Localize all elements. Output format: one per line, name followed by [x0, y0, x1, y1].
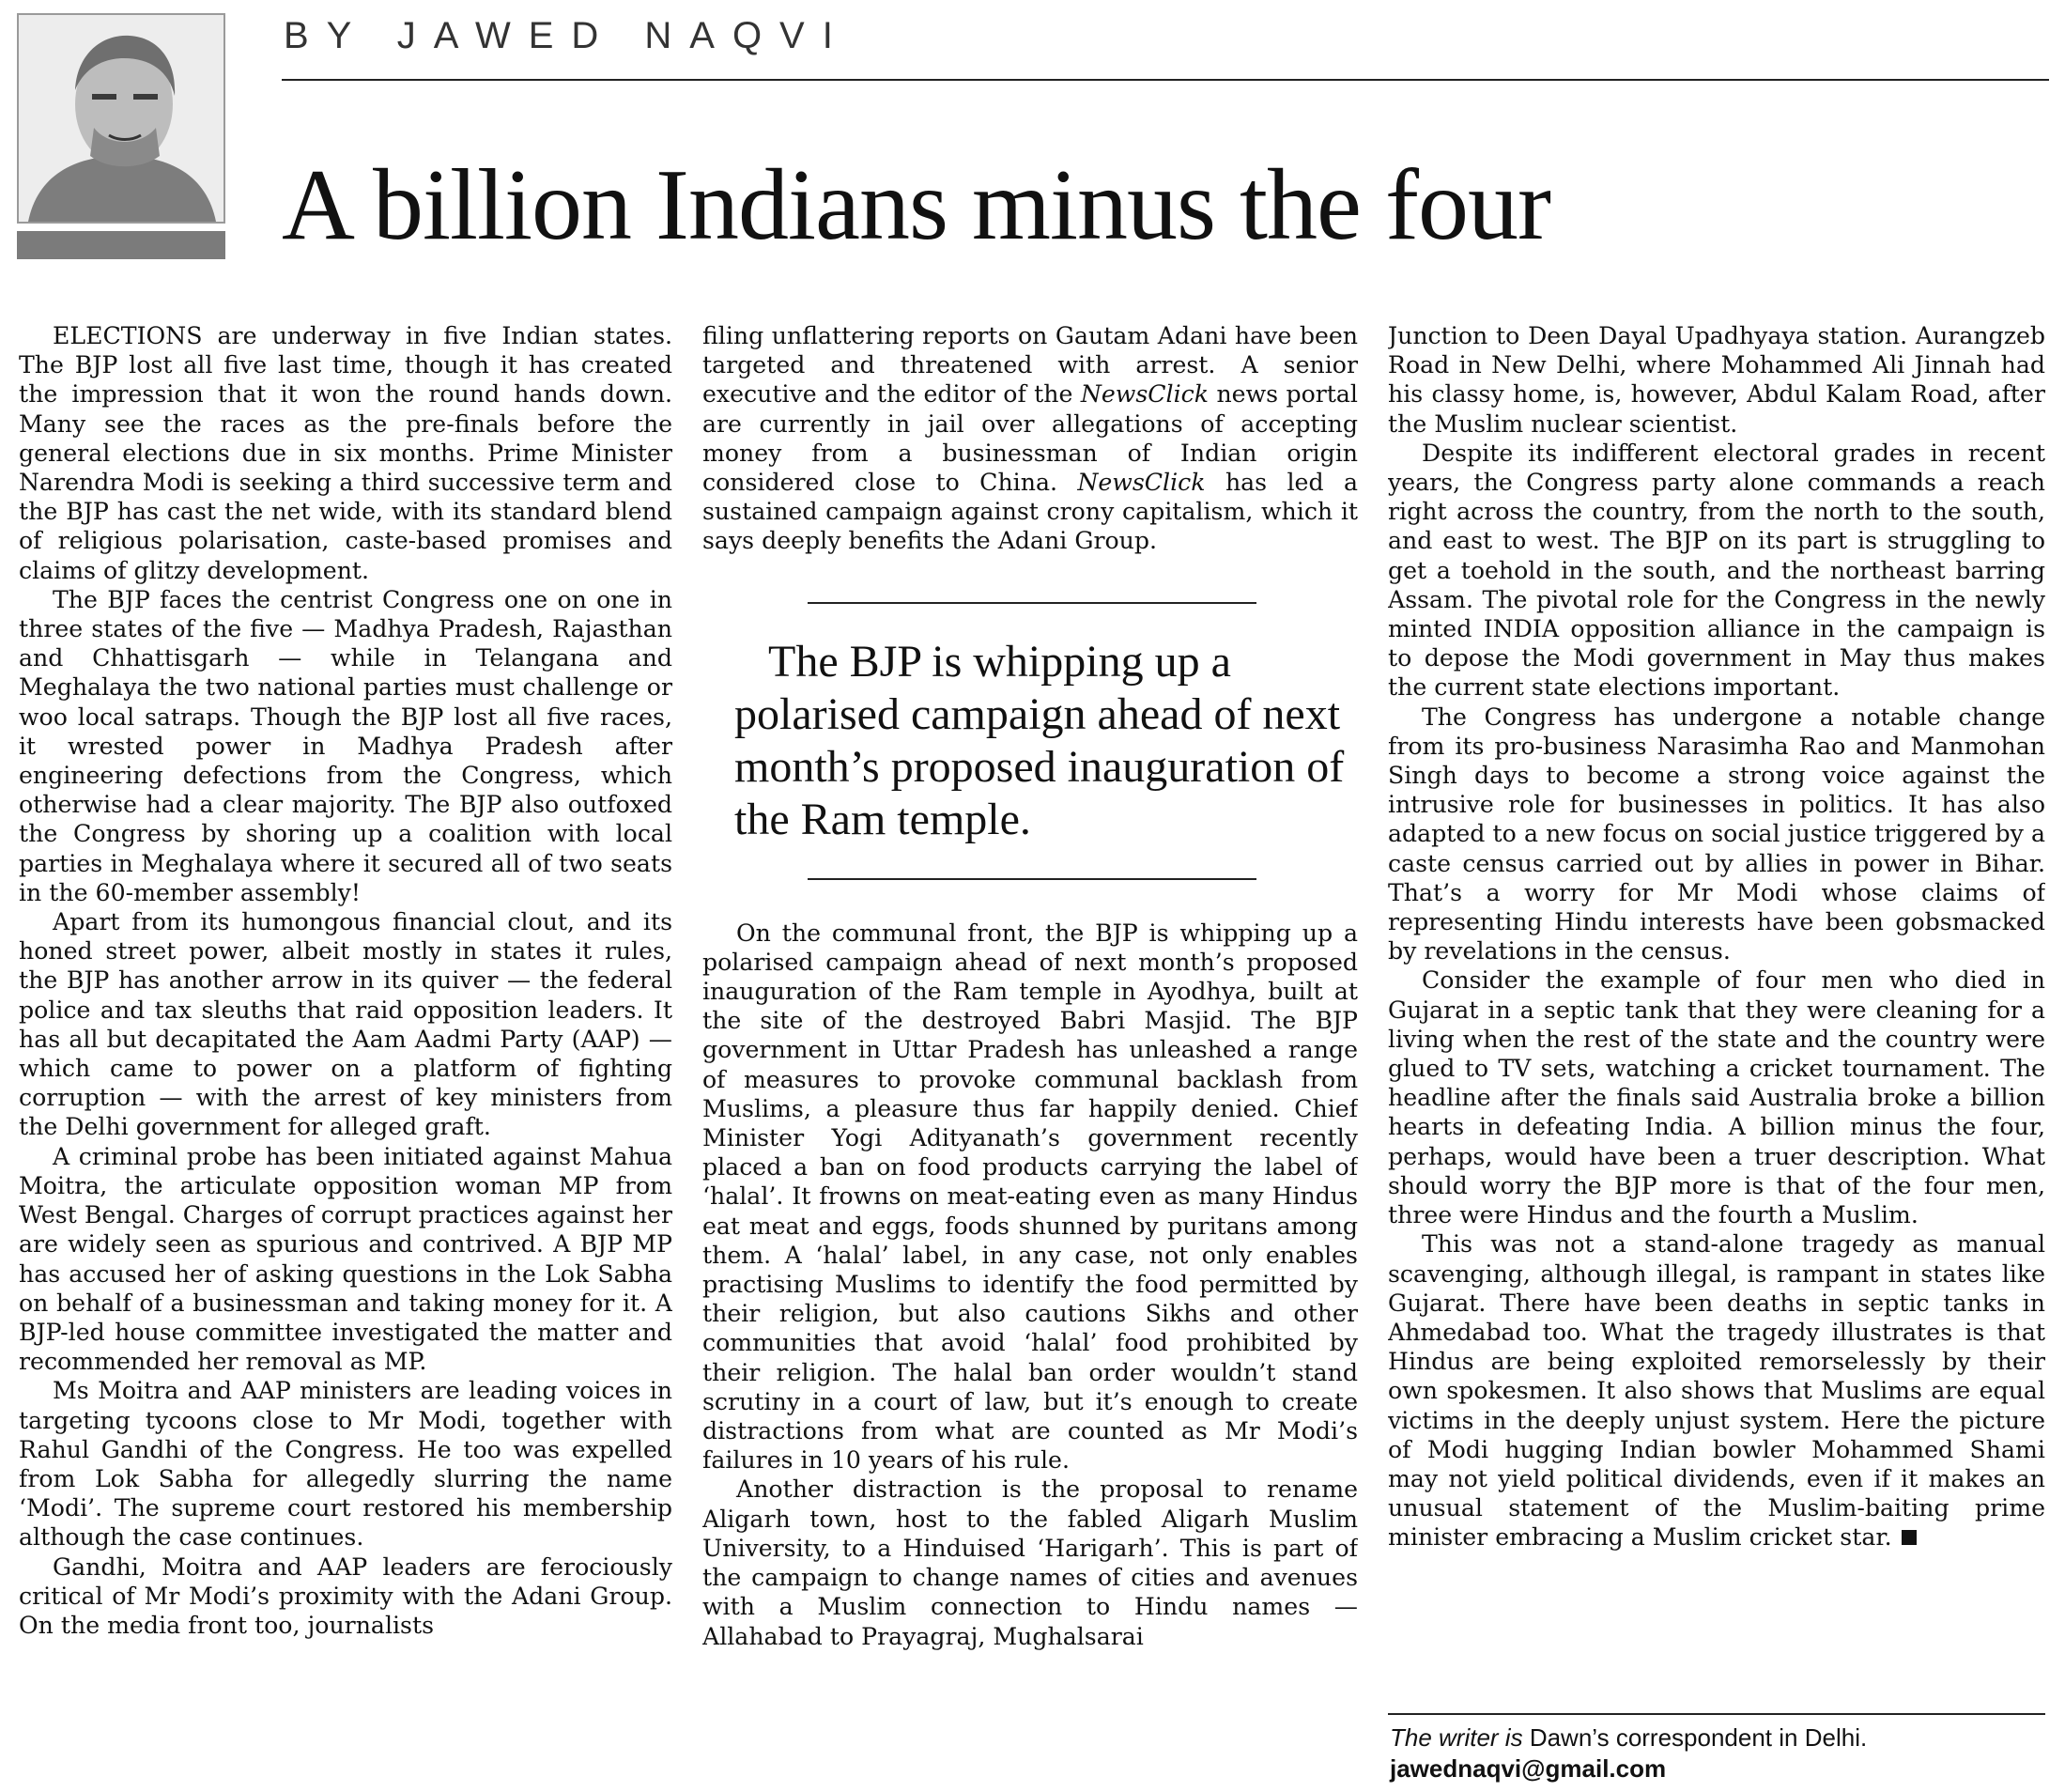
author-photo-illustration: [19, 15, 223, 222]
paragraph: ELECTIONS are underway in five Indian states. The BJP lost all five last time, though it has created the impression that it won the round hands down. Many see the races as the pre-finals before the general elections due in six months. Prime Minister Narendra Modi is seeking a third successive term and the BJP has cast the net wide, with its standard blend of religious polarisation, caste-based promises and claims of glitzy development.: [19, 322, 672, 584]
paragraph: Despite its indifferent electoral grades in recent years, the Congress party alone commands a reach right across the country, from the north to the south, and east to west. The BJP on its part is struggling to get a toehold in the south, and the northeast barring Assam. The pivotal role for the Congress in the newly minted INDIA opposition alliance in the campaign is to depose the Modi government in May thus makes the current state elections important.: [1388, 439, 2045, 702]
pullquote: The BJP is whipping up a polarised campaign ahead of next month’s proposed inauguration of the Ram temple.: [734, 636, 1345, 844]
pullquote-top-rule: [808, 602, 1256, 604]
paragraph-final: [1388, 1229, 2045, 1552]
publication-name: NewsClick: [1080, 380, 1210, 409]
writer-org: Dawn’s correspondent in Delhi.: [1529, 1723, 1868, 1752]
writer-line: [1390, 1722, 1867, 1753]
paragraph: Apart from its humongous financial clout, and its honed street power, albeit mostly in states it rules, the BJP has another arrow in its quiver — the federal police and tax sleuths that raid opposition leaders. It has all but decapitated the Aam Aadmi Party (AAP) — which came to power on a platform of fighting corruption — with the arrest of key ministers from the Delhi government for alleged graft.: [19, 908, 672, 1141]
byline-divider: [282, 79, 2049, 81]
end-mark-icon: [1902, 1530, 1917, 1545]
article-column-3: [1388, 321, 2045, 1777]
paragraph-continued: Junction to Deen Dayal Upadhyaya station. Aurangzeb Road in New Delhi, where Mohammed Ali Jinnah had his classy home, is, however, Abdul Kalam Road, after the Muslim nuclear scientist.: [1388, 322, 2045, 438]
author-email[interactable]: jawednaqvi@gmail.com: [1390, 1754, 1667, 1783]
paragraph-continued: [702, 321, 1358, 556]
paragraph: The BJP faces the centrist Congress one on one in three states of the five — Madhya Pradesh, Rajasthan and Chhattisgarh — while in Telangana and Meghalaya the two national parties must challenge or woo local satraps. Though the BJP lost all five races, it wrested power in Madhya Pradesh after engineering defections from the Congress, which otherwise had a clear majority. The BJP also outfoxed the Congress by shoring up a coalition with local parties in Meghalaya where it secured all of two seats in the 60-member assembly!: [19, 585, 672, 906]
text-run: has led a sustained campaign against crony capitalism, which it says deeply benefits the Adani Group.: [702, 469, 1358, 555]
pullquote-box: [702, 602, 1358, 880]
author-portrait: [17, 13, 225, 224]
byline: BY JAWED NAQVI: [284, 15, 851, 56]
paragraph: Another distraction is the proposal to rename Aligarh town, host to the fabled Aligarh Muslim University, to a Hinduised ‘Harigarh’. This is part of the campaign to change names of cities and avenues with a Muslim connection to Hindu names — Allahabad to Prayagraj, Mughalsarai: [702, 1475, 1358, 1650]
footer-divider: [1388, 1713, 2045, 1715]
paragraph: On the communal front, the BJP is whipping up a polarised campaign ahead of next month’s proposed inauguration of the Ram temple in Ayodhya, built at the site of the destroyed Babri Masjid. The BJP government in Uttar Pradesh has unleashed a range of measures to provoke communal backlash from Muslims, a pleasure thus far happily denied. Chief Minister Yogi Adityanath’s government recently placed a ban on food products carrying the label of ‘halal’. It frowns on meat-eating even as many Hindus eat meat and eggs, foods shunned by puritans among them. A ‘halal’ label, in any case, not only enables practising Muslims to identify the food permitted by their religion, but also cautions Sikhs and other communities that avoid ‘halal’ food prohibited by their religion. The halal ban order wouldn’t stand scrutiny in a court of law, but it’s enough to create distractions from what are counted as Mr Modi’s failures in 10 years of his rule.: [702, 919, 1358, 1475]
text-run: This was not a stand-alone tragedy as manual scavenging, although illegal, is rampant in states like Gujarat. There have been deaths in septic tanks in Ahmedabad too. What the tragedy illustrates is that Hindus are being exploited remorselessly by their own spokesmen. It also shows that Muslims are equal victims in the deeply unjust system. Here the picture of Modi hugging Indian bowler Mohammed Shami may not yield political dividends, even if it makes an unusual statement of the Muslim-baiting prime minister embracing a Muslim cricket star.: [1388, 1230, 2045, 1552]
pullquote-bottom-rule: [808, 878, 1256, 880]
author-note: [1390, 1722, 1867, 1784]
paragraph: Ms Moitra and AAP ministers are leading voices in targeting tycoons close to Mr Modi, together with Rahul Gandhi of the Congress. He too was expelled from Lok Sabha for allegedly slurring the name ‘Modi’. The supreme court restored his membership although the case continues.: [19, 1377, 672, 1552]
article-column-1: [19, 321, 672, 1777]
paragraph: Gandhi, Moitra and AAP leaders are ferociously critical of Mr Modi’s proximity with the Adani Group. On the media front too, journalists: [19, 1553, 672, 1639]
writer-prefix: The writer is: [1390, 1723, 1523, 1752]
portrait-accent-bar: [17, 231, 225, 259]
publication-name: NewsClick: [1077, 469, 1206, 497]
article-column-2: [702, 321, 1358, 1777]
text-run: filing unflattering reports on Gautam Adani have been targeted and threatened with arrest. A senior executive and the editor of the: [702, 322, 1358, 409]
paragraph: A criminal probe has been initiated against Mahua Moitra, the articulate opposition woman MP from West Bengal. Charges of corrupt practices against her are widely seen as spurious and contrived. A BJP MP has accused her of asking questions in the Lok Sabha on behalf of a businessman and taking money for it. A BJP-led house committee investigated the matter and recommended her removal as MP.: [19, 1142, 672, 1376]
headline: A billion Indians minus the four: [282, 149, 1550, 261]
paragraph: Consider the example of four men who died in Gujarat in a septic tank that they were cleaning for a living when the rest of the state and the country were glued to TV sets, watching a cricket tournament. The headline after the finals said Australia broke a billion hearts in defeating India. A billion minus the four, perhaps, would have been a truer description. What should worry the BJP more is that of the four men, three were Hindus and the fourth a Muslim.: [1388, 966, 2045, 1229]
paragraph: The Congress has undergone a notable change from its pro-business Narasimha Rao and Manmohan Singh days to become a strong voice against the intrusive role for businesses in politics. It has also adapted to a new focus on social justice triggered by a caste census carried out by allies in power in Bihar. That’s a worry for Mr Modi whose claims of representing Hindu interests have been gobsmacked by revelations in the census.: [1388, 703, 2045, 966]
text-run: news portal are currently in jail over allegations of accepting money from a businessman of Indian origin considered close to China.: [702, 380, 1358, 497]
